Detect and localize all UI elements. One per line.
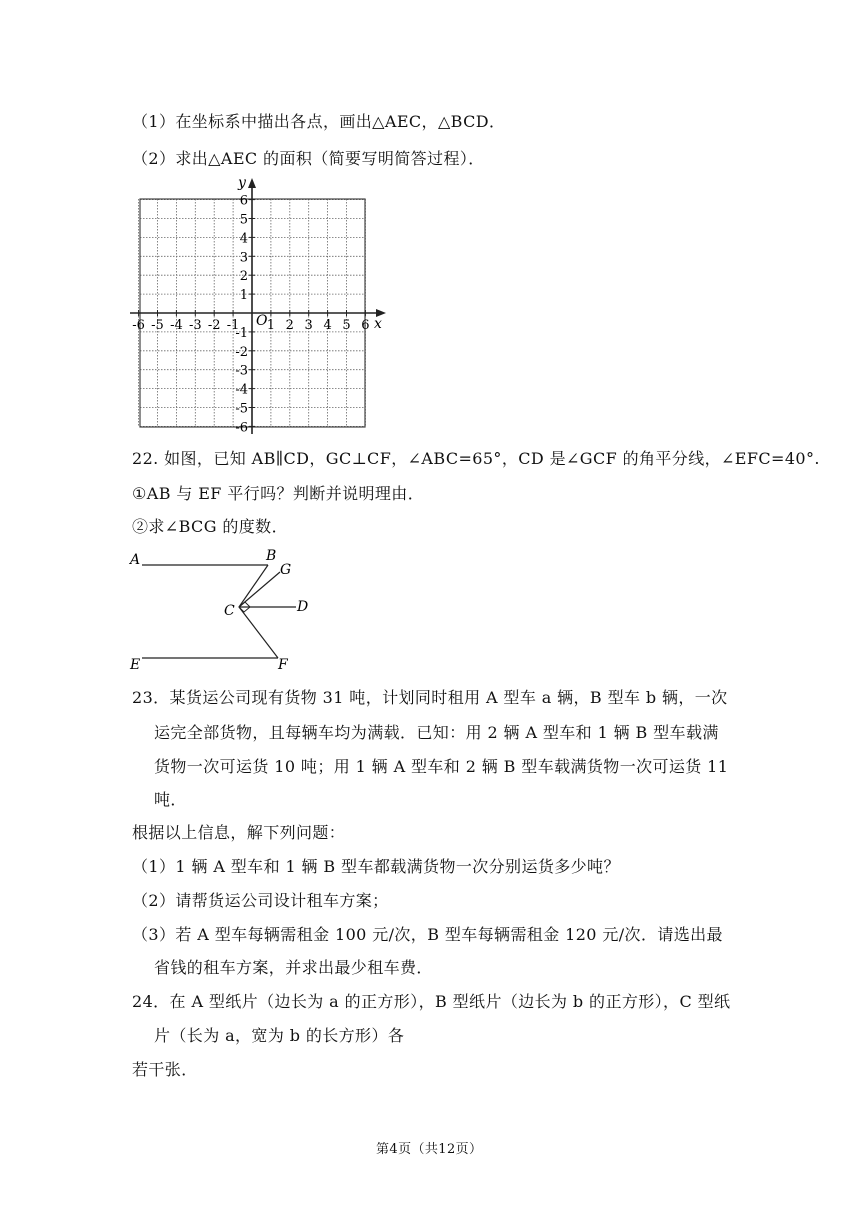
q22-sub2: ②求∠BCG 的度数．	[132, 517, 288, 536]
label-d: D	[297, 599, 309, 615]
q21-part1: （1）在坐标系中描出各点，画出△AEC，△BCD．	[132, 112, 506, 131]
q23-line1: 23．某货运公司现有货物 31 吨，计划同时租用 A 型车 a 辆，B 型车 b 辆，一次	[132, 688, 728, 707]
q23-line2: 运完全部货物，且每辆车均为满载．已知：用 2 辆 A 型车和 1 辆 B 型车载满	[154, 723, 719, 742]
tick-labels	[132, 194, 369, 436]
y-tick-label: -5	[235, 401, 248, 417]
q22-stem: 22. 如图，已知 AB∥CD，GC⊥CF，∠ABC=65°，CD 是∠GCF 的角平分线，∠EFC=40°.	[132, 449, 820, 468]
coordinate-grid-figure	[128, 172, 390, 438]
y-tick-label: 2	[239, 269, 248, 285]
x-tick-label: -1	[226, 318, 240, 333]
segment-cf	[239, 607, 278, 658]
x-tick-label: 2	[285, 318, 294, 333]
label-f: F	[278, 657, 288, 673]
label-b: B	[266, 548, 277, 564]
q23-line3: 货物一次可运货 10 吨；用 1 辆 A 型车和 2 辆 B 型车载满货物一次可运货 11	[154, 757, 729, 776]
x-tick-label: -2	[207, 318, 221, 333]
q24-line1: 24．在 A 型纸片（边长为 a 的正方形），B 型纸片（边长为 b 的正方形），C 型纸	[132, 992, 731, 1011]
q22-sub1: ①AB 与 EF 平行吗？判断并说明理由．	[132, 484, 425, 503]
y-tick-label: 3	[239, 250, 248, 266]
y-tick-label: -6	[235, 420, 248, 436]
x-tick-label: 5	[342, 318, 351, 333]
y-tick-label: 6	[239, 193, 248, 209]
q24-line2: 片（长为 a，宽为 b 的长方形）各	[154, 1026, 405, 1045]
x-tick-label: -6	[132, 318, 145, 333]
y-axis-label: y	[238, 175, 246, 191]
y-tick-label: -2	[235, 344, 248, 360]
origin-label: O	[256, 313, 268, 329]
parallel-lines-figure	[126, 545, 326, 673]
q21-part2: （2）求出△AEC 的面积（简要写明简答过程）．	[132, 149, 485, 168]
y-tick-label: -4	[235, 382, 248, 398]
y-tick-label: 1	[239, 288, 248, 304]
page-footer: 第4页（共12页）	[376, 1142, 483, 1157]
x-tick-label: 3	[304, 318, 313, 333]
y-tick-label: 5	[239, 212, 248, 228]
q24-line3: 若干张．	[132, 1060, 198, 1079]
x-tick-label: -3	[188, 318, 202, 333]
x-tick-label: 4	[323, 318, 332, 333]
q23-part3-line2: 省钱的租车方案，并求出最少租车费．	[154, 958, 433, 977]
x-axis-label: x	[374, 316, 382, 332]
label-c: C	[224, 603, 235, 619]
label-a: A	[130, 552, 141, 568]
x-tick-label: 1	[266, 318, 276, 333]
x-tick-label: -5	[151, 318, 164, 333]
label-e: E	[130, 657, 141, 673]
label-g: G	[280, 562, 292, 578]
y-tick-label: -3	[235, 363, 248, 379]
q23-part2: （2）请帮货运公司设计租车方案；	[132, 891, 389, 910]
x-tick-label: 6	[361, 318, 370, 333]
q23-part1: （1）1 辆 A 型车和 1 辆 B 型车都载满货物一次分别运货多少吨？	[132, 857, 620, 876]
q23-part3-line1: （3）若 A 型车每辆需租金 100 元/次，B 型车每辆需租金 120 元/次．请选出最	[132, 925, 723, 944]
axes	[130, 178, 386, 434]
y-tick-label: 4	[239, 231, 248, 247]
y-tick-label: -1	[235, 325, 248, 341]
q23-intro: 根据以上信息，解下列问题：	[132, 823, 346, 842]
q23-line4: 吨．	[154, 790, 187, 809]
x-tick-label: -4	[170, 318, 183, 333]
